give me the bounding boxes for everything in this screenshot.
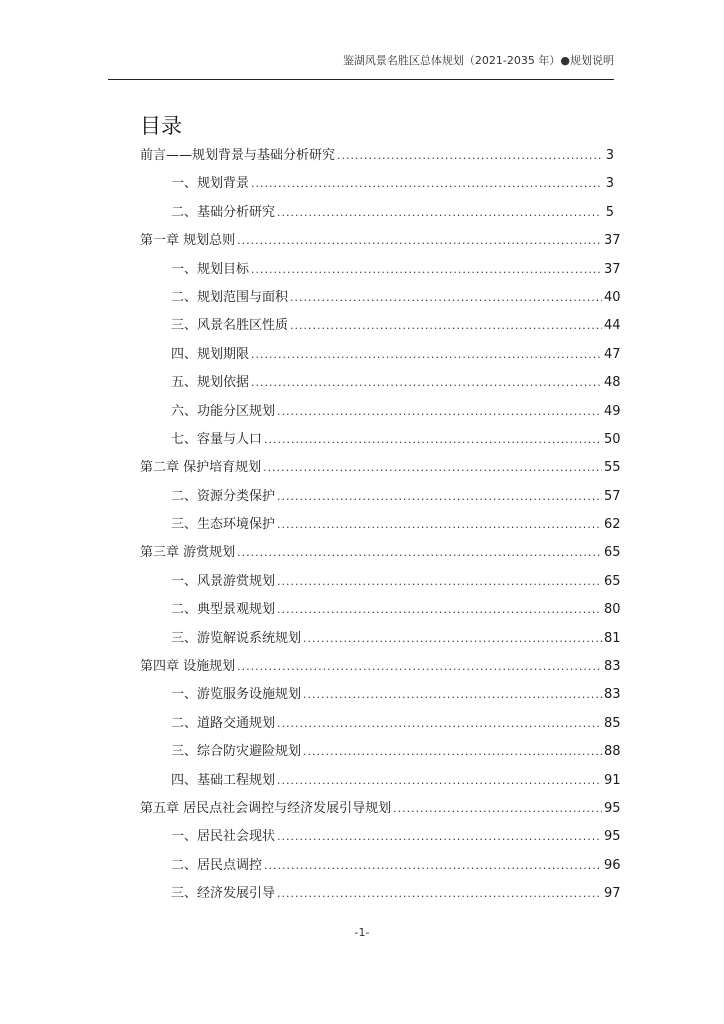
toc-entry-page: 47 (604, 346, 621, 362)
toc-entry-page: 83 (604, 659, 621, 675)
toc-subentry[interactable] (140, 625, 621, 653)
toc-entry-label: 资源分类保护 (197, 488, 276, 504)
toc-entry-number: 三、 (171, 517, 198, 533)
toc-subentry[interactable] (140, 341, 621, 369)
toc-subentry[interactable] (140, 568, 621, 596)
toc-entry-number: 二、 (171, 602, 198, 618)
toc-dot-leader (277, 398, 602, 426)
toc-entry-page: 95 (604, 800, 621, 816)
toc-entry-number: 一、 (171, 176, 198, 192)
toc-dot-leader (264, 852, 602, 880)
toc-subentry[interactable] (140, 369, 621, 397)
toc-chapter-entry[interactable] (140, 539, 621, 567)
toc-entry-number: 三、 (171, 630, 198, 646)
toc-dot-leader (303, 681, 602, 709)
toc-entry-page: 65 (604, 545, 621, 561)
toc-entry-label: 基础分析研究 (197, 204, 276, 220)
toc-entry-number: 二、 (171, 204, 198, 220)
toc-entry-number: 一、 (171, 829, 198, 845)
toc-entry-page: 49 (604, 403, 621, 419)
header-divider (108, 79, 614, 80)
toc-entry-label: 居民点调控 (197, 857, 263, 873)
toc-entry-page: 55 (604, 460, 621, 476)
toc-dot-leader (277, 823, 602, 851)
toc-subentry[interactable] (140, 284, 621, 312)
toc-entry-label: 功能分区规划 (197, 403, 276, 419)
toc-entry-page: 62 (604, 517, 621, 533)
toc-dot-leader (237, 653, 602, 681)
toc-dot-leader (237, 539, 602, 567)
toc-entry-page: 88 (604, 744, 621, 760)
toc-dot-leader (264, 426, 602, 454)
toc-entry-number: 四、 (171, 772, 198, 788)
toc-entry-number: 四、 (171, 346, 198, 362)
toc-entry-label: 道路交通规划 (197, 715, 276, 731)
toc-entry-page: 57 (604, 488, 621, 504)
toc-subentry[interactable] (140, 426, 621, 454)
toc-entry-label: 第一章 规划总则 (140, 233, 236, 249)
toc-dot-leader (277, 511, 602, 539)
toc-dot-leader (251, 341, 602, 369)
toc-entry-label: 容量与人口 (197, 431, 263, 447)
toc-entry-number: 三、 (171, 886, 198, 902)
page-number: -1- (354, 926, 370, 939)
toc-subentry[interactable] (140, 170, 614, 198)
toc-subentry[interactable] (140, 483, 621, 511)
toc-entry-number: 二、 (171, 488, 198, 504)
toc-subentry[interactable] (140, 398, 621, 426)
toc-entry-page: 50 (604, 431, 621, 447)
toc-entry-label: 综合防灾避险规划 (197, 744, 302, 760)
toc-entry-number: 三、 (171, 744, 198, 760)
toc-dot-leader (251, 369, 602, 397)
toc-entry-label: 风景游赏规划 (197, 573, 276, 589)
table-of-contents (140, 142, 621, 909)
toc-entry-page: 40 (604, 289, 621, 305)
toc-dot-leader (290, 284, 602, 312)
toc-subentry[interactable] (140, 256, 621, 284)
toc-dot-leader (263, 454, 602, 482)
toc-entry-label: 生态环境保护 (197, 517, 276, 533)
toc-entry-page: 81 (604, 630, 621, 646)
toc-dot-leader (393, 795, 602, 823)
toc-dot-leader (290, 312, 602, 340)
toc-dot-leader (337, 142, 602, 170)
toc-entry-label: 风景名胜区性质 (197, 318, 289, 334)
toc-entry-page: 95 (604, 829, 621, 845)
toc-entry-number: 七、 (171, 431, 198, 447)
toc-entry-label: 规划依据 (197, 375, 250, 391)
toc-entry-label: 经济发展引导 (197, 886, 276, 902)
toc-entry-label: 规划背景 (197, 176, 250, 192)
toc-dot-leader (251, 256, 602, 284)
toc-entry-number: 二、 (171, 289, 198, 305)
toc-dot-leader (277, 767, 602, 795)
toc-subentry[interactable] (140, 823, 621, 851)
toc-entry-page: 5 (605, 204, 614, 220)
toc-entry-number: 二、 (171, 715, 198, 731)
toc-chapter-entry[interactable] (140, 653, 621, 681)
toc-title: 目录 (140, 114, 182, 138)
toc-entry-number: 一、 (171, 687, 198, 703)
toc-entry-number: 二、 (171, 857, 198, 873)
toc-entry-number: 一、 (171, 261, 198, 277)
toc-entry-number: 五、 (171, 375, 198, 391)
toc-subentry[interactable] (140, 199, 614, 227)
toc-subentry[interactable] (140, 767, 621, 795)
toc-entry-page: 97 (604, 886, 621, 902)
toc-dot-leader (277, 596, 602, 624)
toc-dot-leader (277, 710, 602, 738)
toc-entry-label: 前言——规划背景与基础分析研究 (140, 148, 336, 163)
toc-dot-leader (277, 880, 602, 908)
toc-entry-label: 居民社会现状 (197, 829, 276, 845)
toc-dot-leader (277, 483, 602, 511)
toc-entry-label: 规划期限 (197, 346, 250, 362)
toc-subentry[interactable] (140, 738, 621, 766)
toc-entry-label: 第四章 设施规划 (140, 659, 236, 675)
toc-entry-page: 3 (605, 176, 614, 192)
toc-entry-label: 规划目标 (197, 261, 250, 277)
toc-dot-leader (237, 227, 602, 255)
toc-entry-page: 85 (604, 715, 621, 731)
toc-entry-number: 三、 (171, 318, 198, 334)
toc-entry-page: 91 (604, 772, 621, 788)
toc-subentry[interactable] (140, 681, 621, 709)
toc-subentry[interactable] (140, 710, 621, 738)
toc-entry-label: 第二章 保护培育规划 (140, 460, 262, 476)
toc-subentry[interactable] (140, 511, 621, 539)
toc-entry-page: 48 (604, 375, 621, 391)
toc-entry-number: 一、 (171, 573, 198, 589)
toc-entry-page: 37 (604, 233, 621, 249)
toc-entry-label: 游览服务设施规划 (197, 687, 302, 703)
toc-subentry[interactable] (140, 312, 621, 340)
toc-subentry[interactable] (140, 852, 621, 880)
toc-chapter-entry[interactable] (140, 227, 621, 255)
toc-dot-leader (303, 738, 602, 766)
toc-entry-number: 六、 (171, 403, 198, 419)
toc-entry-label: 第三章 游赏规划 (140, 545, 236, 561)
toc-entry-label: 游览解说系统规划 (197, 630, 302, 646)
toc-dot-leader (277, 568, 602, 596)
toc-entry-page: 44 (604, 318, 621, 334)
toc-entry-page: 83 (604, 687, 621, 703)
toc-dot-leader (277, 199, 602, 227)
toc-subentry[interactable] (140, 880, 621, 908)
toc-chapter-entry[interactable] (140, 142, 614, 170)
toc-entry-label: 典型景观规划 (197, 602, 276, 618)
toc-dot-leader (303, 625, 602, 653)
toc-subentry[interactable] (140, 596, 621, 624)
toc-entry-label: 第五章 居民点社会调控与经济发展引导规划 (140, 800, 392, 816)
toc-entry-page: 65 (604, 573, 621, 589)
toc-entry-label: 规划范围与面积 (197, 289, 289, 305)
toc-dot-leader (251, 170, 602, 198)
toc-entry-page: 80 (604, 602, 621, 618)
toc-chapter-entry[interactable] (140, 795, 621, 823)
toc-entry-page: 96 (604, 857, 621, 873)
toc-entry-page: 37 (604, 261, 621, 277)
running-header: 鉴湖风景名胜区总体规划（2021-2035 年）●规划说明 (342, 54, 614, 67)
toc-entry-label: 基础工程规划 (197, 772, 276, 788)
toc-entry-page: 3 (605, 148, 614, 163)
toc-chapter-entry[interactable] (140, 454, 621, 482)
